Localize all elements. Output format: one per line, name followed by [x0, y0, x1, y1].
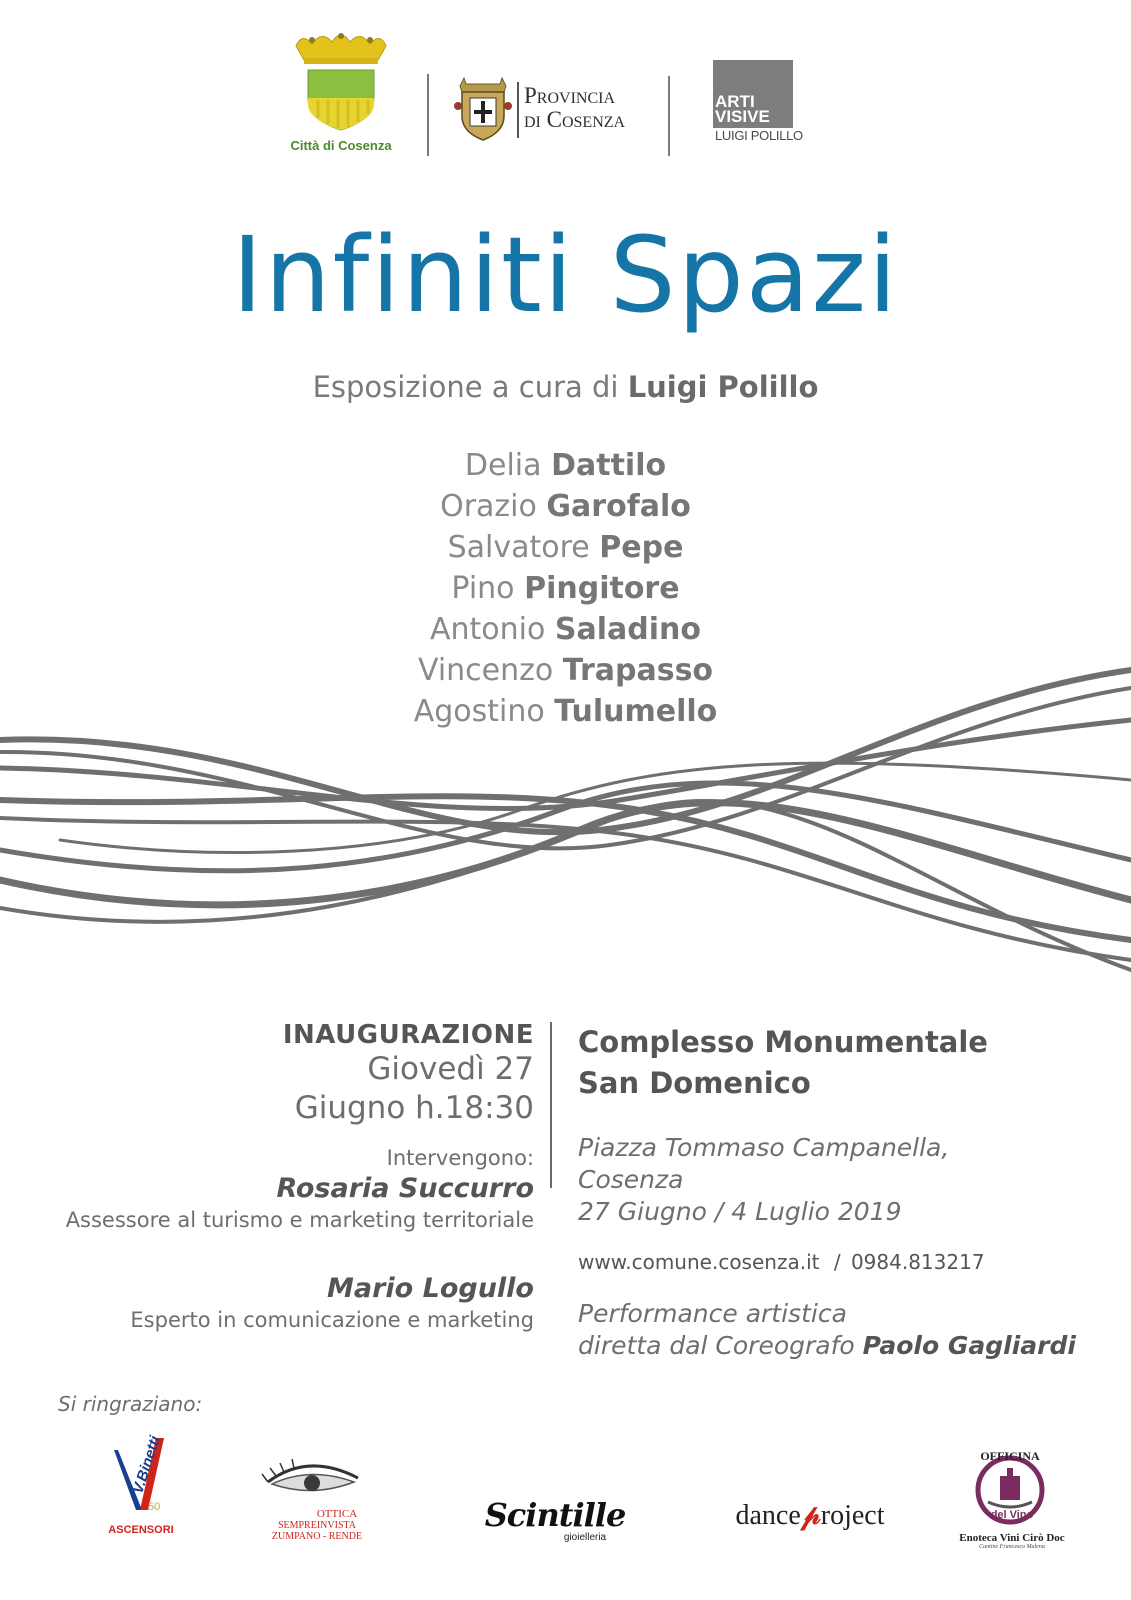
scintille-sub: gioielleria — [563, 1532, 607, 1543]
curator-prefix: Esposizione a cura di — [312, 370, 619, 404]
address-line-2: Cosenza — [578, 1165, 684, 1194]
artist-item: Vincenzo Trapasso — [417, 653, 714, 688]
binetti-mark-icon — [96, 1430, 186, 1520]
officina-bottom: del Vino — [990, 1509, 1034, 1521]
arti-visive-logo — [713, 60, 803, 160]
binetti-name: V.Binetti — [129, 1433, 164, 1496]
curator-name: Luigi Polillo — [627, 370, 819, 404]
scintille-name: Scintille — [484, 1496, 626, 1534]
phone-number: 0984.813217 — [850, 1250, 985, 1274]
column-divider — [550, 1022, 552, 1188]
inauguration-date-1: Giovedì 27 — [367, 1051, 534, 1087]
header-divider-1 — [427, 74, 429, 156]
citta-caption: Città di Cosenza — [290, 138, 392, 153]
sponsor-scintille-logo — [470, 1498, 640, 1548]
thanks-label: Si ringraziano: — [58, 1392, 203, 1416]
website-link[interactable]: www.comune.cosenza.it — [578, 1250, 820, 1274]
speaker-role: Assessore al turismo e marketing territoriale — [65, 1208, 534, 1232]
arti-line-1: ARTI — [715, 92, 755, 111]
artist-item: Delia Dattilo — [464, 448, 667, 483]
sponsor-officina-del-vino-logo — [952, 1448, 1072, 1558]
address-line-1: Piazza Tommaso Campanella, — [578, 1133, 950, 1162]
venue-address — [578, 1132, 1118, 1228]
header-divider-2 — [668, 76, 670, 156]
dance-project-wordmark — [700, 1500, 920, 1532]
exhibition-dates: 27 Giugno / 4 Luglio 2019 — [578, 1197, 902, 1226]
provincia-line-2: di Cosenza — [524, 107, 626, 132]
infinity-waves-graphic — [0, 660, 1131, 1000]
provincia-crest-icon — [454, 76, 512, 142]
artist-item: Pino Pingitore — [451, 571, 680, 606]
choreographer-name: Paolo Gagliardi — [862, 1331, 1076, 1360]
venue-line-2: San Domenico — [578, 1066, 811, 1100]
sponsor-ottica-logo — [258, 1452, 376, 1552]
speakers-label: Intervengono: — [386, 1146, 534, 1170]
dancer-icon: 𝓅 — [800, 1500, 821, 1531]
ottica-line-2: SEMPREINVISTA — [277, 1520, 357, 1531]
citta-di-cosenza-logo — [282, 28, 400, 158]
provincia-line-1: Provincia — [524, 83, 616, 108]
venue-block — [578, 1022, 1118, 1362]
arti-sub: LUIGI POLILLO — [715, 128, 803, 143]
dance-suffix: roject — [820, 1500, 885, 1531]
contact-separator: / — [833, 1250, 841, 1274]
inauguration-date-2: Giugno h.18:30 — [294, 1090, 534, 1126]
sponsor-binetti-logo — [96, 1430, 186, 1540]
ottica-line-3: ZUMPANO - RENDE — [271, 1531, 363, 1542]
officina-top: OFFICINA — [980, 1449, 1040, 1463]
enoteca-line-2: Cantine Francesco Malena — [979, 1544, 1045, 1550]
eye-icon — [258, 1452, 376, 1504]
performance-block — [578, 1298, 1118, 1362]
artist-item: Antonio Saladino — [429, 612, 701, 647]
ottica-name: OTTICA — [316, 1508, 358, 1520]
enoteca-line-1: Enoteca Vini Cirò Doc — [959, 1532, 1065, 1544]
inauguration-label: INAUGURAZIONE — [282, 1020, 534, 1050]
binetti-years: 50 — [148, 1501, 161, 1513]
speaker-name: Mario Logullo — [327, 1273, 534, 1304]
performance-line-1: Performance artistica — [578, 1299, 847, 1328]
binetti-label: ASCENSORI — [108, 1524, 174, 1536]
dance-prefix: dance — [735, 1500, 801, 1531]
performance-line-2: diretta dal Coreografo Paolo Gagliardi — [578, 1331, 1076, 1360]
sponsor-dance-project-logo — [700, 1500, 920, 1550]
arti-visive-box — [713, 60, 793, 128]
provincia-di-cosenza-logo — [452, 72, 662, 146]
provincia-bar — [517, 82, 519, 138]
arti-line-2: VISIVE — [715, 107, 770, 126]
poster-title: Infiniti Spazi — [232, 214, 899, 336]
provincia-name — [524, 84, 625, 132]
crest-icon — [282, 28, 400, 138]
wine-glass-icon — [952, 1448, 1072, 1528]
contact-line — [578, 1250, 1118, 1274]
artist-item: Orazio Garofalo — [440, 489, 691, 524]
speaker-role: Esperto in comunicazione e marketing — [130, 1308, 534, 1332]
venue-line-1: Complesso Monumentale — [578, 1025, 988, 1059]
speaker-name: Rosaria Succurro — [276, 1173, 534, 1204]
inauguration-block — [14, 1020, 534, 1332]
artist-item: Agostino Tulumello — [413, 694, 718, 729]
artist-item: Salvatore Pepe — [447, 530, 684, 565]
curator-line — [0, 370, 1131, 404]
